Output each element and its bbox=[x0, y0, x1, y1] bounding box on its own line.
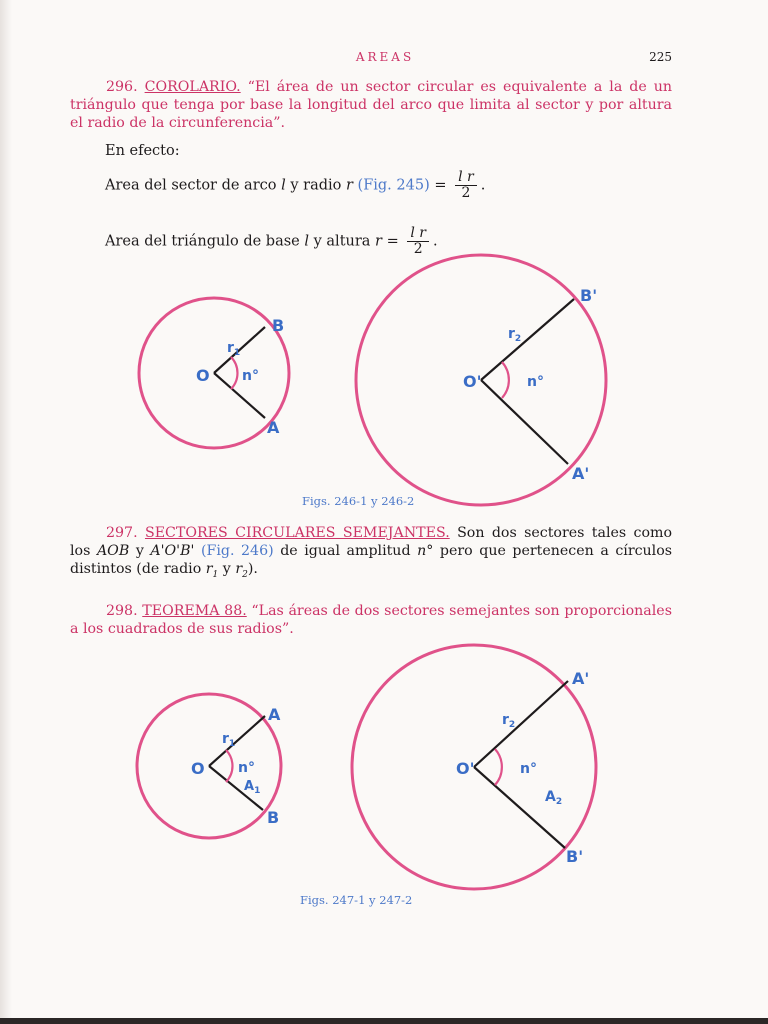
angle-arc bbox=[226, 750, 232, 782]
point-b-prime-label: B' bbox=[580, 286, 598, 305]
area-a2-label: $A_2$ bbox=[545, 789, 563, 807]
running-title: AREAS bbox=[355, 50, 415, 64]
radius-r2-label: $r_2$ bbox=[502, 712, 516, 730]
section-296-heading: COROLARIO. bbox=[144, 79, 241, 95]
point-o-label: O bbox=[196, 366, 210, 385]
proof-intro: En efecto: bbox=[105, 143, 180, 159]
figure-reference: (Fig. 246) bbox=[200, 543, 274, 559]
section-297-text: y bbox=[222, 561, 231, 577]
section-297-text: Son dos sectores tales como los bbox=[70, 525, 672, 559]
symbol-aob: AOB bbox=[96, 543, 130, 559]
symbol-r: r bbox=[346, 177, 353, 194]
point-o-prime-label: O' bbox=[463, 372, 482, 391]
section-297-paragraph bbox=[70, 524, 672, 584]
symbol-r: r bbox=[375, 233, 382, 250]
symbol-r1: $r_1$ bbox=[205, 561, 219, 580]
figure-247-2 bbox=[352, 645, 596, 889]
section-298-number: 298. bbox=[106, 603, 138, 619]
angle-n-label: n° bbox=[242, 368, 259, 384]
radius-r1-label: $r_1$ bbox=[222, 731, 236, 749]
figure-reference: (Fig. 245) bbox=[357, 177, 430, 194]
radius-oa-prime bbox=[474, 681, 568, 767]
page-number: 225 bbox=[649, 50, 672, 64]
radius-r2-label: $r_2$ bbox=[508, 326, 522, 344]
point-b-label: B bbox=[267, 808, 280, 827]
section-296-number: 296. bbox=[106, 79, 138, 95]
section-297-heading: SECTORES CIRCULARES SEMEJANTES. bbox=[144, 525, 450, 541]
section-297-text: pero que pertenecen a círculos distintos (de radio bbox=[70, 543, 673, 577]
radius-oa-prime bbox=[481, 380, 568, 464]
symbol-r2: $r_2$ bbox=[235, 561, 248, 580]
symbol-l: l bbox=[304, 233, 309, 250]
figure-247-caption: Figs. 247-1 y 247-2 bbox=[300, 893, 413, 907]
section-298-paragraph bbox=[70, 602, 672, 638]
symbol-aob-prime: A'O'B' bbox=[150, 543, 195, 559]
radius-oa bbox=[209, 716, 265, 766]
point-o-label: O bbox=[191, 759, 205, 778]
proof-line-1-text-b: y radio bbox=[290, 177, 342, 194]
area-a1-label: $A_1$ bbox=[244, 779, 261, 796]
point-b-prime-label: B' bbox=[566, 847, 584, 866]
equals-sign: = bbox=[386, 233, 399, 250]
angle-arc bbox=[231, 357, 237, 389]
point-a-label: A bbox=[267, 418, 280, 437]
point-b-label: B bbox=[272, 316, 285, 335]
fraction-numerator: l r bbox=[407, 226, 429, 242]
point-a-label: A bbox=[268, 705, 281, 724]
section-298-heading: TEOREMA 88. bbox=[142, 603, 247, 619]
figure-246-caption: Figs. 246-1 y 246-2 bbox=[302, 494, 415, 508]
point-a-prime-label: A' bbox=[572, 669, 590, 688]
proof-line-2-text: Area del triángulo de base bbox=[105, 233, 300, 250]
angle-arc bbox=[495, 749, 502, 785]
section-297-text: ). bbox=[247, 561, 258, 577]
angle-n-label: n° bbox=[527, 374, 544, 390]
figure-246-1 bbox=[139, 298, 289, 448]
section-297-text: y bbox=[135, 543, 144, 559]
radius-ob-prime bbox=[474, 767, 565, 848]
angle-n-label: n° bbox=[238, 760, 255, 776]
point-o-prime-label: O' bbox=[456, 759, 475, 778]
period: . bbox=[480, 177, 486, 194]
fraction-numerator: l r bbox=[455, 170, 477, 186]
radius-r1-label: $r_1$ bbox=[227, 340, 241, 358]
symbol-n: n° bbox=[417, 543, 434, 559]
fraction-denominator: 2 bbox=[413, 241, 423, 257]
section-296-body: “El área de un sector circular es equivalente a la de un triángulo que tenga por base la longitud del arco que limita al sector y por altura el radio de la circunferencia”. bbox=[70, 79, 673, 131]
equals-sign: = bbox=[434, 177, 447, 194]
period: . bbox=[432, 233, 438, 250]
fraction-denominator: 2 bbox=[461, 185, 471, 201]
point-a-prime-label: A' bbox=[572, 464, 590, 483]
page-bottom-edge bbox=[0, 1018, 768, 1024]
angle-n-label: n° bbox=[520, 761, 537, 777]
symbol-l: l bbox=[281, 177, 286, 194]
angle-arc bbox=[502, 362, 509, 398]
figure-246-2 bbox=[356, 255, 606, 505]
proof-line-1-text: Area del sector de arco bbox=[105, 177, 277, 194]
figure-247-1 bbox=[137, 694, 281, 838]
proof-line-2-text-b: y altura bbox=[313, 233, 371, 250]
section-297-text: de igual amplitud bbox=[280, 543, 411, 559]
section-298-body: “Las áreas de dos sectores semejantes son proporcionales a los cuadrados de sus radios”. bbox=[70, 603, 672, 637]
section-297-number: 297. bbox=[106, 525, 138, 541]
radius-ob-prime bbox=[481, 299, 574, 380]
